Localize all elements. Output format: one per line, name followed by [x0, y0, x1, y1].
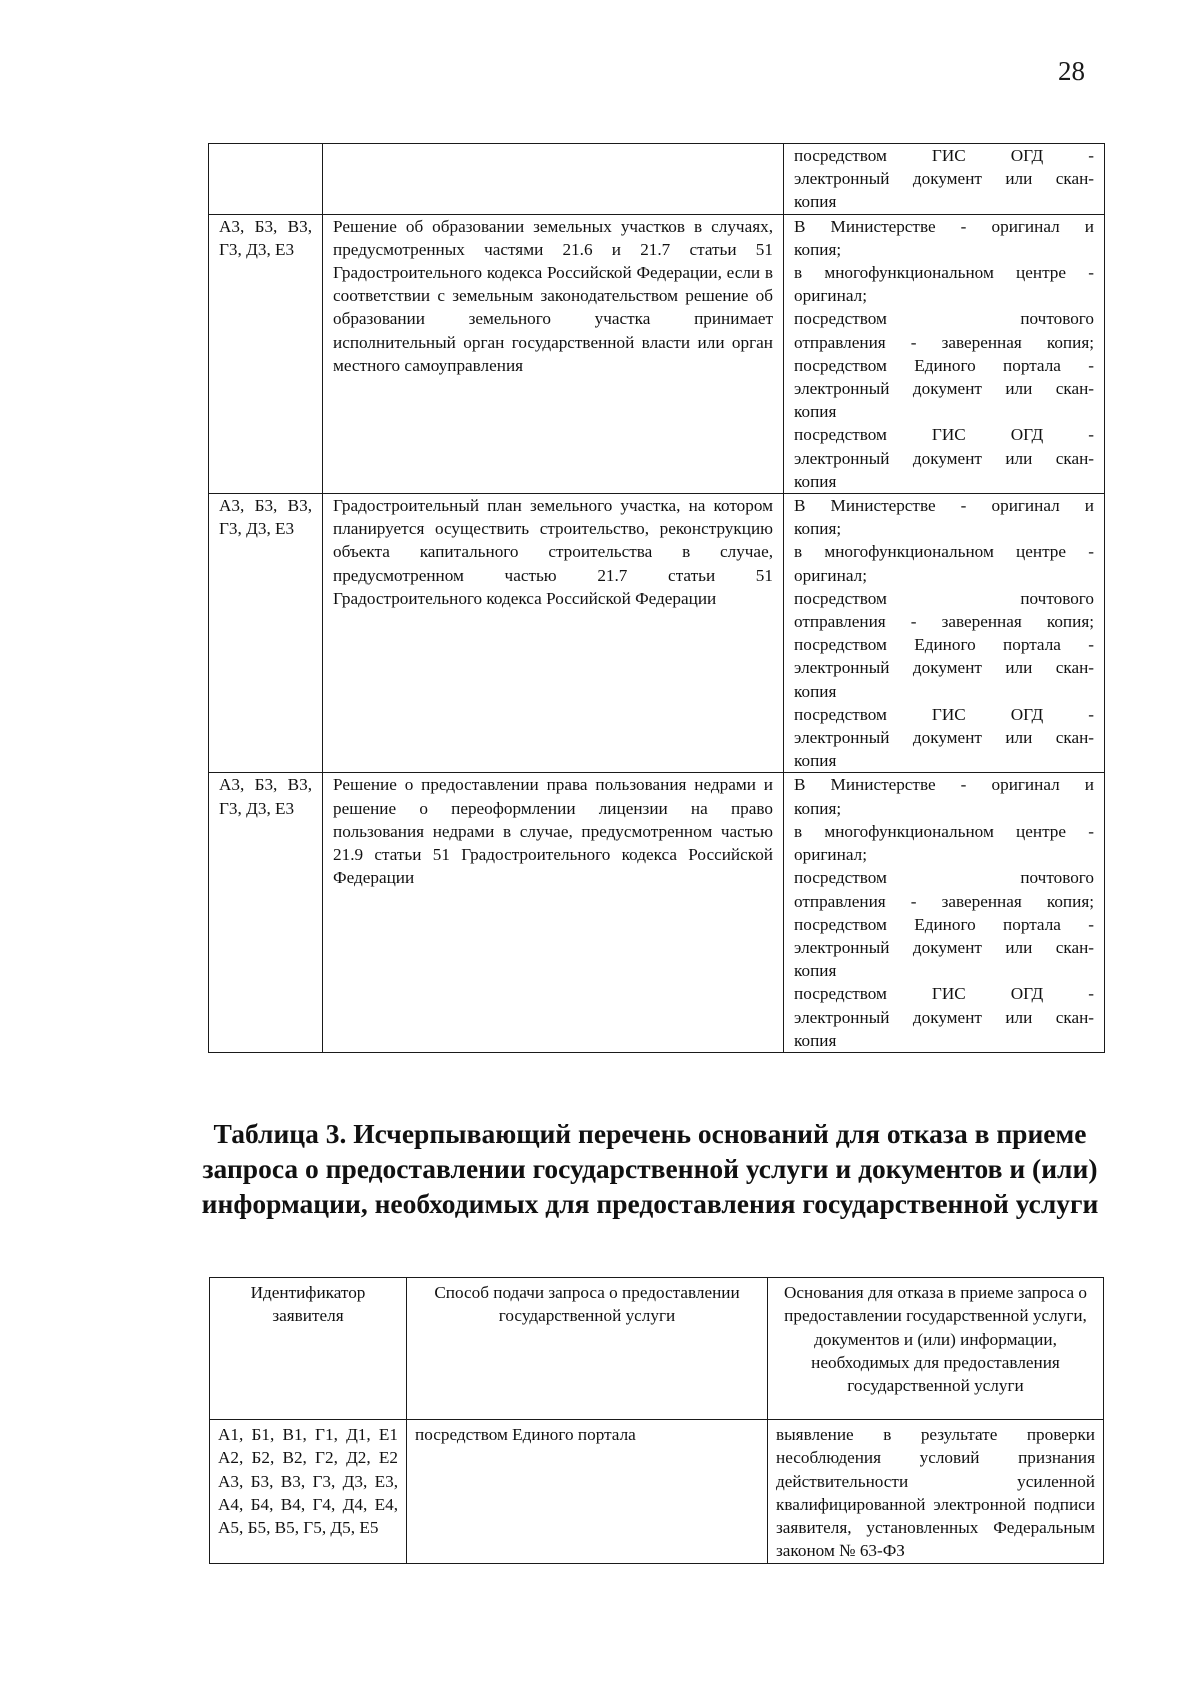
way-line: оригинал; [794, 286, 867, 306]
way-line: электронный документ или скан- [794, 379, 1094, 399]
table-row [209, 144, 1105, 215]
way-line: посредством почтового [794, 868, 1094, 888]
table-row [209, 214, 1105, 493]
submission-method-cell: посредством Единого портала [407, 1420, 768, 1564]
column-header-applicant-id: Идентификатор заявителя [210, 1278, 407, 1420]
way-line: копия [794, 751, 837, 771]
way-line: копия [794, 471, 837, 491]
applicant-id-cell [209, 144, 323, 215]
way-line: отправления - заверенная копия; [794, 332, 1094, 352]
way-line: копия [794, 402, 837, 422]
way-line: посредством ГИС ОГД - [794, 704, 1094, 724]
way-line: отправления - заверенная копия; [794, 612, 1094, 632]
refusal-grounds-table [209, 1277, 1104, 1564]
way-line: посредством Единого портала - [794, 914, 1094, 934]
way-line: копия; [794, 239, 842, 259]
way-line: копия [794, 192, 837, 212]
submission-way-cell [784, 494, 1105, 773]
way-line: электронный документ или скан- [794, 728, 1094, 748]
submission-way-cell [784, 773, 1105, 1052]
way-line: электронный документ или скан- [794, 937, 1094, 957]
way-line: копия [794, 681, 837, 701]
way-line: копия; [794, 798, 842, 818]
applicant-id-cell: А3, Б3, В3, Г3, Д3, Е3 [209, 214, 323, 493]
table-row [209, 494, 1105, 773]
way-line: в многофункциональном центре - [794, 821, 1094, 841]
way-line: копия [794, 961, 837, 981]
applicant-id-cell: А1, Б1, В1, Г1, Д1, Е1 А2, Б2, В2, Г2, Д2, Е2 А3, Б3, В3, Г3, Д3, Е3, А4, Б4, В4, Г4, Д4, Е4, А5, Б5, В5, Г5, Д5, Е5 [210, 1420, 407, 1564]
way-line: посредством почтового [794, 588, 1094, 608]
applicant-id-cell: А3, Б3, В3, Г3, Д3, Е3 [209, 773, 323, 1052]
document-text: Решение о предоставлении права пользования недрами и решение о переоформлении лицензии на право пользования недрами в случае, предусмотренном частью 21.9 статьи 51 Градостроительного кодекса Российской Федерации [333, 775, 773, 888]
way-line: посредством ГИС ОГД - [794, 425, 1094, 445]
document-cell [323, 214, 784, 493]
way-line: посредством ГИС ОГД - [794, 146, 1094, 165]
document-cell [323, 773, 784, 1052]
way-line: посредством почтового [794, 309, 1094, 329]
page-number: 28 [1058, 56, 1085, 86]
way-line: посредством ГИС ОГД - [794, 984, 1094, 1004]
way-line: электронный документ или скан- [794, 1007, 1094, 1027]
applicant-id-cell: А3, Б3, В3, Г3, Д3, Е3 [209, 494, 323, 773]
way-line: оригинал; [794, 565, 867, 585]
way-line: в многофункциональном центре - [794, 542, 1094, 562]
way-line: В Министерстве - оригинал и [794, 775, 1094, 795]
document-text: Решение об образовании земельных участков в случаях, предусмотренных частями 21.6 и 21.7 статьи 51 Градостроительного кодекса Российской Федерации, если в соответствии с земельным законодательством решение об образовании земельного участка принимает исполнительный орган государственной власти или орган местного самоуправления [333, 216, 773, 375]
table-row [210, 1420, 1104, 1564]
table-header-row [210, 1278, 1104, 1420]
way-line: в многофункциональном центре - [794, 263, 1094, 283]
column-header-submission-method: Способ подачи запроса о предоставлении государственной услуги [407, 1278, 768, 1420]
submission-way-cell [784, 214, 1105, 493]
way-line: копия; [794, 519, 842, 539]
refusal-reason-cell: выявление в результате проверки несоблюдения условий признания действительности усиленной квалифицированной электронной подписи заявителя, установленных Федеральным законом № 63-ФЗ [768, 1420, 1104, 1564]
documents-table [208, 143, 1105, 1053]
way-line: электронный документ или скан- [794, 658, 1094, 678]
way-line: отправления - заверенная копия; [794, 891, 1094, 911]
way-line: электронный документ или скан- [794, 169, 1094, 189]
way-line: В Министерстве - оригинал и [794, 216, 1094, 236]
documents-table-body [209, 144, 1105, 1053]
submission-way-cell [784, 144, 1105, 215]
document-cell [323, 494, 784, 773]
way-line: копия [794, 1030, 837, 1050]
column-header-refusal-grounds: Основания для отказа в приеме запроса о предоставлении государственной услуги, документов и (или) информации, необходимых для предоставления государственной услуги [768, 1278, 1104, 1420]
table-3-caption: Таблица 3. Исчерпывающий перечень оснований для отказа в приеме запроса о предоставлении государственной услуги и документов и (или) информации, необходимых для предоставления государственной услуги [201, 1118, 1099, 1219]
document-text: Градостроительный план земельного участка, на котором планируется осуществить строительство, реконструкцию объекта капитального строительства в случае, предусмотренном частью 21.7 статьи 51 Градостроительного кодекса Российской Федерации [333, 496, 773, 608]
way-line: оригинал; [794, 845, 867, 865]
table-row [209, 773, 1105, 1052]
way-line: посредством Единого портала - [794, 355, 1094, 375]
way-line: электронный документ или скан- [794, 448, 1094, 468]
way-line: В Министерстве - оригинал и [794, 496, 1094, 516]
document-cell [323, 144, 784, 215]
way-line: посредством Единого портала - [794, 635, 1094, 655]
